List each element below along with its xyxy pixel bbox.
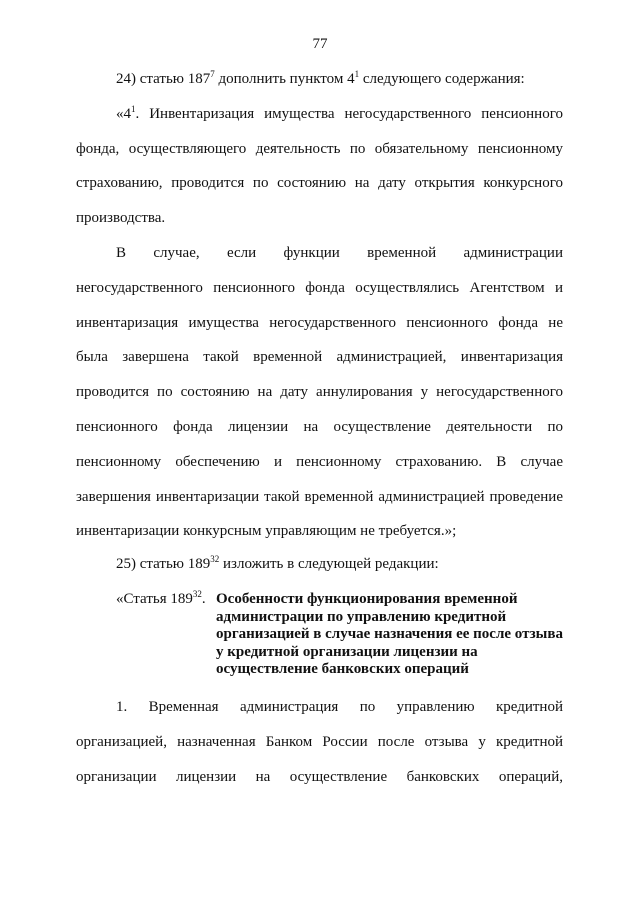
article-heading (116, 591, 566, 679)
item-24-paragraph-2: В случае, если функции временной администрации негосударственного пенсионного фонда осуществлялись Агентством и инвентаризация имущества негосударственного пенсионного фонда не была завершена такой временной администрацией, инвентаризация проводится по состоянию на дату аннулирования у негосударственного пенсионного фонда лицензии на осуществление деятельности по пенсионному обеспечению и пенсионному страхованию. В случае завершения инвентаризации такой временной администрацией проведение инвентаризации конкурсным управляющим не требуется.»; (76, 244, 563, 540)
article-point-1: 1. Временная администрация по управлению кредитной организацией, назначенная Банком России после отзыва у кредитной организации лицензии на осуществление банковских операций, (76, 699, 563, 785)
item-24-block (76, 62, 563, 549)
page-number: 77 (312, 36, 328, 52)
item-25-intro: 25) статью $189^{32}$ изложить в следующей редакции: (116, 554, 439, 572)
item-24-paragraph-1: «$4^1$. Инвентаризация имущества негосударственного пенсионного фонда, осуществляющего деятельность по обязательному пенсионному страхованию, проводится по состоянию на дату открытия конкурсного производства. (76, 103, 563, 227)
item-25-block (76, 547, 563, 582)
article-point-1-block (76, 690, 563, 794)
article-label: «Статья $189^{32}$. (116, 589, 206, 607)
item-24-intro: 24) статью $187^7$ дополнить пунктом $4^1$ следующего содержания: (116, 69, 525, 87)
article-title: Особенности функционирования временной администрации по управлению кредитной организацией в случае назначения ее после отзыва у кредитной организации лицензии на осуществление банковских операций (216, 591, 563, 677)
